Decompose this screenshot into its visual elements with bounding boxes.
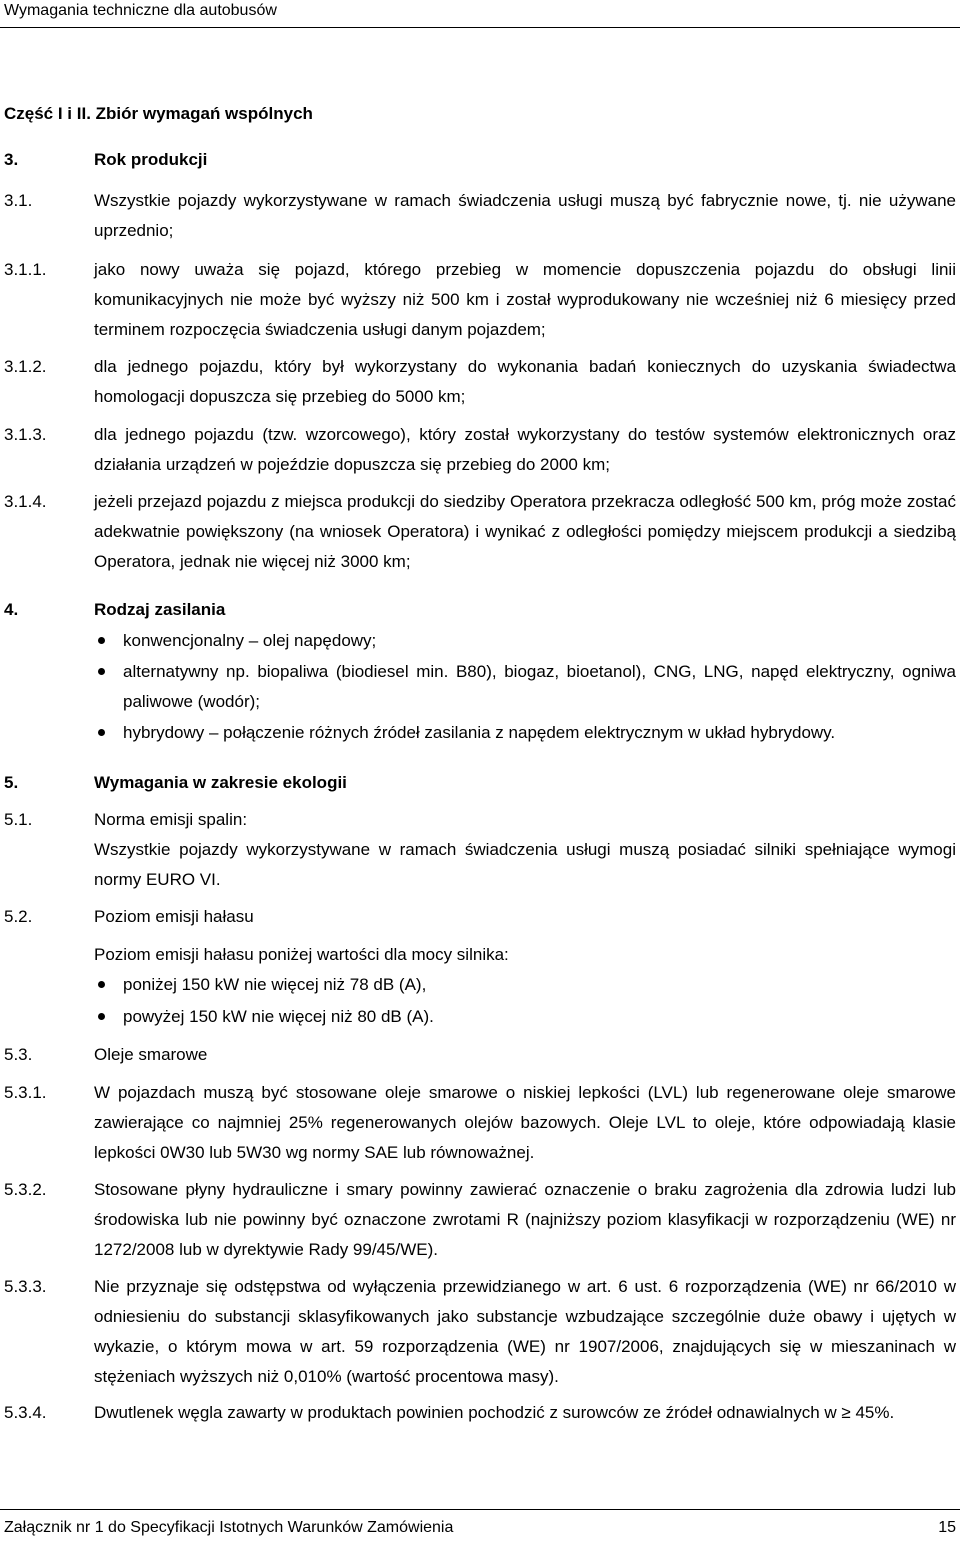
clause-text-3-1-1: jako nowy uważa się pojazd, którego przebieg w momencie dopuszczenia pojazdu do obsługi linii komunikacyjnych nie może być wyższy niż 500 km i został wyprodukowany nie wcześniej niż 6 miesięcy przed terminem rozpoczęcia świadczenia usługi danym pojazdem;	[94, 260, 956, 339]
clause-number-5-3-1: 5.3.1.	[4, 1083, 47, 1102]
clause-number-3-1-3: 3.1.3.	[4, 425, 47, 444]
noise-limit-item: poniżej 150 kW nie więcej niż 78 dB (A),	[123, 975, 427, 994]
clause-number-5-3-3: 5.3.3.	[4, 1277, 47, 1296]
clause-text-3-1-2: dla jednego pojazdu, który był wykorzystany do wykonania badań koniecznych do uzyskania świadectwa homologacji dopuszcza się przebieg do 5000 km;	[94, 357, 956, 406]
section-title-5: Wymagania w zakresie ekologii	[94, 773, 347, 792]
clause-text-3-1: Wszystkie pojazdy wykorzystywane w ramach świadczenia usługi muszą być fabrycznie nowe, tj. nie używane uprzednio;	[94, 191, 956, 240]
clause-text-5-3-4: Dwutlenek węgla zawarty w produktach powinien pochodzić z surowców ze źródeł odnawialnych w ≥ 45%.	[94, 1403, 895, 1422]
clause-text-5-3-3: Nie przyznaje się odstępstwa od wyłączenia przewidzianego w art. 6 ust. 6 rozporządzenia (WE) nr 66/2010 w odniesieniu do substancji sklasyfikowanych jako substancje wzbudzające szczególnie duże obawy i ujętych w wykazie, o którym mowa w art. 59 rozporządzenia (WE) nr 1907/2006, znajdujących się w mieszaninach w stężeniach wyższych niż 0,010% (wartość procentowa masy).	[94, 1277, 956, 1386]
clause-number-3-1: 3.1.	[4, 191, 33, 210]
clause-text-3-1-3: dla jednego pojazdu (tzw. wzorcowego), który został wykorzystany do testów systemów elektronicznych oraz działania urządzeń w pojeździe dopuszcza się przebieg do 2000 km;	[94, 425, 956, 474]
clause-text-5-2: Poziom emisji hałasu poniżej wartości dla mocy silnika:	[94, 945, 509, 964]
clause-number-5-2: 5.2.	[4, 907, 33, 926]
section-number-3: 3.	[4, 150, 19, 169]
fuel-type-item: hybrydowy – połączenie różnych źródeł zasilania z napędem elektrycznym w układ hybrydowy.	[123, 723, 836, 742]
bullet-icon	[98, 637, 105, 644]
section-title-3: Rok produkcji	[94, 150, 208, 169]
section-number-5: 5.	[4, 773, 19, 792]
clause-number-5-3: 5.3.	[4, 1045, 33, 1064]
bullet-icon	[98, 668, 105, 675]
clause-number-5-1: 5.1.	[4, 810, 33, 829]
clause-number-5-3-2: 5.3.2.	[4, 1180, 47, 1199]
header-divider	[0, 27, 960, 28]
clause-number-3-1-1: 3.1.1.	[4, 260, 47, 279]
bullet-icon	[98, 729, 105, 736]
running-header: Wymagania techniczne dla autobusów	[4, 2, 277, 19]
clause-text-5-3-1: W pojazdach muszą być stosowane oleje smarowe o niskiej lepkości (LVL) lub regenerowane oleje smarowe zawierające co najmniej 25% regenerowanych olejów bazowych. Oleje LVL to oleje, które odpowiadają klasie lepkości 0W30 lub 5W30 wg normy SAE lub równoważnej.	[94, 1083, 956, 1162]
bullet-icon	[98, 1013, 105, 1020]
section-title-4: Rodzaj zasilania	[94, 600, 226, 619]
fuel-type-item: alternatywny np. biopaliwa (biodiesel min. B80), biogaz, bioetanol), CNG, LNG, napęd elektryczny, ogniwa paliwowe (wodór);	[123, 662, 956, 711]
fuel-type-item: konwencjonalny – olej napędowy;	[123, 631, 377, 650]
clause-title-5-3: Oleje smarowe	[94, 1045, 208, 1064]
part-title: Część I i II. Zbiór wymagań wspólnych	[4, 104, 313, 123]
clause-number-3-1-2: 3.1.2.	[4, 357, 47, 376]
running-footer: Załącznik nr 1 do Specyfikacji Istotnych Warunków Zamówienia	[4, 1519, 454, 1536]
clause-text-3-1-4: jeżeli przejazd pojazdu z miejsca produkcji do siedziby Operatora przekracza odległość 500 km, próg może zostać adekwatnie powiększony (na wniosek Operatora) i wynikać z odległości pomiędzy miejscem produkcji a siedzibą Operatora, jednak nie więcej niż 3000 km;	[94, 492, 956, 571]
clause-title-5-2: Poziom emisji hałasu	[94, 907, 254, 926]
bullet-icon	[98, 981, 105, 988]
section-number-4: 4.	[4, 600, 19, 619]
page-number: 15	[938, 1519, 956, 1536]
clause-number-3-1-4: 3.1.4.	[4, 492, 47, 511]
clause-title-5-1: Norma emisji spalin:	[94, 810, 248, 829]
footer-divider	[0, 1509, 960, 1510]
noise-limit-item: powyżej 150 kW nie więcej niż 80 dB (A).	[123, 1007, 434, 1026]
clause-number-5-3-4: 5.3.4.	[4, 1403, 47, 1422]
clause-text-5-1: Wszystkie pojazdy wykorzystywane w ramach świadczenia usługi muszą posiadać silniki spełniające wymogi normy EURO VI.	[94, 840, 956, 889]
clause-text-5-3-2: Stosowane płyny hydrauliczne i smary powinny zawierać oznaczenie o braku zagrożenia dla zdrowia ludzi lub środowiska lub nie powinny być oznaczone zwrotami R (najniższy poziom klasyfikacji w rozporządzeniu (WE) nr 1272/2008 lub w dyrektywie Rady 99/45/WE).	[94, 1180, 956, 1259]
